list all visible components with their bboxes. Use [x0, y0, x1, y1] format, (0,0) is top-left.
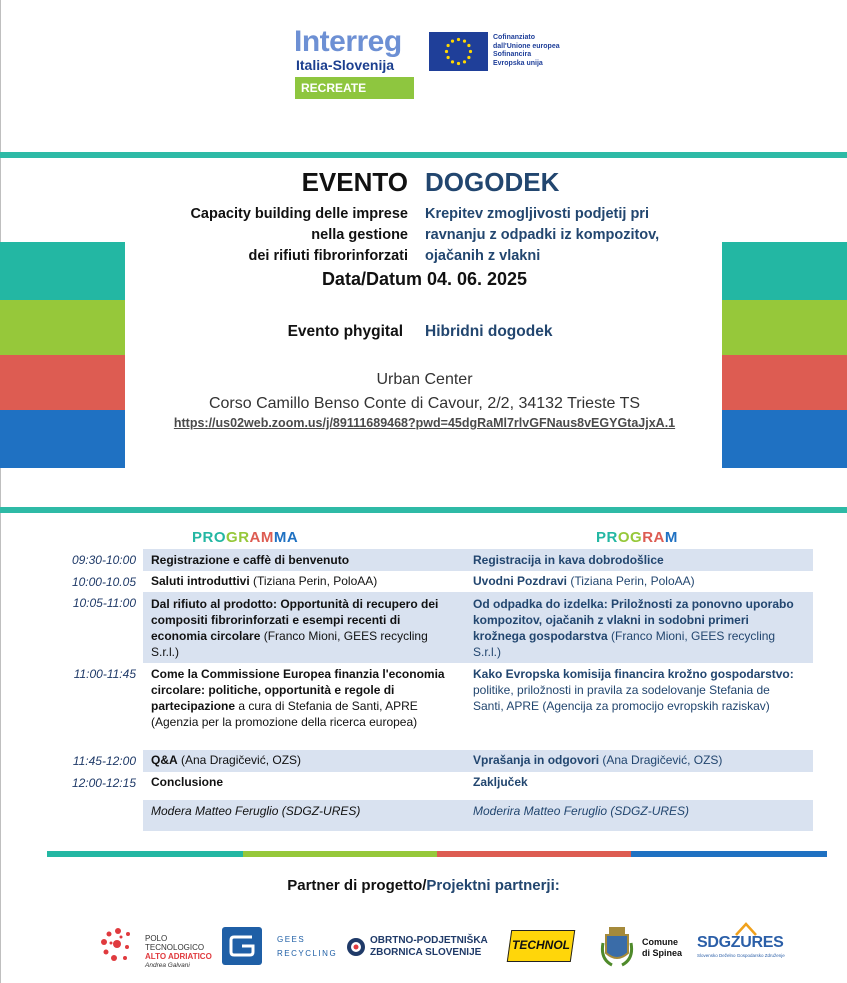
zoom-link[interactable]: https://us02web.zoom.us/j/89111689468?pwd=45dgRaMl7rlvGFNaus8vEGYGtaJjxA.1	[173, 416, 676, 430]
agenda-item-bold-text: Registrazione e caffè di benvenuto	[151, 553, 350, 567]
agenda-item-bold-text: Od odpadka do izdelka: Priložnosti za ponovno uporabo kompozitov, ojačanih z vlakni in sodobni primeri krožnega gospodarstva	[473, 597, 794, 643]
heading-letter: M	[273, 529, 287, 546]
eu-star	[457, 62, 460, 65]
heading-letter: R	[202, 529, 214, 546]
ozs-line: OBRTNO-PODJETNIŠKA	[370, 935, 488, 946]
time-slot: 11:00-11:45	[73, 667, 136, 681]
technol-logo: TECHNOL	[512, 938, 570, 952]
ozs-logo-icon	[345, 937, 367, 957]
agenda-item-text: (Franco Mioni, GEES recycling S.r.l.)	[473, 629, 776, 659]
left-bar-green	[0, 300, 125, 355]
polo-line: TECNOLOGICO	[145, 943, 205, 952]
agenda-item-bold-text: Saluti introduttivi	[151, 574, 250, 588]
spinea-line: Comune	[642, 937, 678, 947]
event-title-it: EVENTO	[301, 167, 408, 197]
agenda-item-bold-text: Uvodni Pozdravi	[473, 574, 568, 588]
footer-line-teal	[47, 851, 243, 857]
gees-recycling-logo	[277, 935, 337, 958]
ozs-logo	[370, 935, 488, 959]
eu-line: Evropska unija	[493, 59, 543, 67]
event-date: Data/Datum 04. 06. 2025	[321, 269, 528, 289]
left-bar-teal	[0, 242, 125, 300]
heading-letter: A	[653, 529, 665, 546]
eu-star	[447, 44, 450, 47]
heading-letter: R	[642, 529, 654, 546]
agenda-item-bold-text: Q&A	[151, 753, 178, 767]
heading-letter: M	[260, 529, 274, 546]
heading-letter: G	[226, 529, 239, 546]
agenda-item-bold-text: Dal rifiuto al prodotto: Opportunità di recupero dei compositi fibrorinforzati e esempi recenti di economia circolare	[151, 597, 439, 643]
agenda-item-bold-text: Kako Evropska komisija financira krožno gospodarstvo:	[473, 667, 794, 681]
footer-line-red	[437, 851, 631, 857]
agenda-item-it	[151, 552, 446, 568]
moderator-sl: Moderira Matteo Feruglio (SDGZ-URES)	[473, 804, 690, 818]
spinea-crest-icon	[600, 925, 634, 969]
description-line: nella gestione	[311, 227, 408, 243]
agenda-item-bold-text: Zaključek	[473, 775, 528, 789]
agenda-item-text: (Tiziana Perin, PoloAA)	[249, 574, 378, 588]
interreg-logo: Interreg	[294, 25, 402, 58]
left-bar-blue	[0, 410, 125, 468]
heading-letter: R	[606, 529, 618, 546]
eu-line: Sofinancira	[493, 51, 532, 58]
agenda-item-text: a cura di Stefania de Santi, APRE (Agenzia per la promozione della ricerca europea)	[151, 699, 418, 729]
spinea-logo	[642, 937, 682, 959]
agenda-item-it	[151, 573, 446, 589]
event-title-sl: DOGODEK	[425, 167, 560, 197]
spinea-line: di Spinea	[642, 948, 683, 958]
footer-line-blue	[631, 851, 827, 857]
eu-star	[451, 40, 454, 43]
description-line: Krepitev zmogljivosti podjetij pri	[425, 206, 649, 222]
heading-letter: R	[238, 529, 250, 546]
sdgz-subtitle: Slovensko Deželno Gospodarsko Združenje	[697, 953, 785, 958]
eu-star	[457, 38, 460, 41]
agenda-item-it	[151, 596, 446, 660]
project-label: RECREATE	[295, 77, 414, 99]
eu-star	[445, 50, 448, 53]
eu-star	[463, 40, 466, 43]
agenda-item-bold-text: Registracija in kava dobrodošlice	[473, 553, 664, 567]
eu-flag-icon	[429, 32, 488, 71]
page-border	[0, 0, 1, 983]
heading-letter: P	[596, 529, 607, 546]
heading-letter: A	[249, 529, 261, 546]
event-description-it	[140, 204, 408, 267]
partners-title	[0, 877, 847, 894]
right-bar-teal	[722, 242, 847, 300]
event-type-it: Evento phygital	[287, 323, 403, 340]
footer-line-green	[243, 851, 437, 857]
partners-title-it: Partner di progetto/	[287, 877, 427, 894]
agenda-item-bold-text: Come la Commissione Europea finanzia l'economia circolare: politiche, opportunità e regole di partecipazione	[151, 667, 445, 713]
eu-cofinancing-text	[493, 34, 560, 68]
interreg-subtitle: Italia-Slovenija	[296, 57, 395, 73]
polo-line: Andrea Galvani	[145, 962, 190, 969]
eu-star	[463, 60, 466, 63]
gees-line: RECYCLING	[277, 949, 338, 958]
heading-letter: O	[213, 529, 227, 546]
partners-title-sl: Projektni partnerji:	[426, 877, 560, 894]
eu-star	[469, 50, 472, 53]
eu-star	[447, 56, 450, 59]
polo-line: ALTO ADRIATICO	[145, 952, 212, 961]
ozs-line: ZBORNICA SLOVENIJE	[370, 947, 482, 958]
program-heading-it	[192, 529, 298, 546]
right-bar-blue	[722, 410, 847, 468]
agenda-item-text: politike, priložnosti in pravila za sodelovanje Stefania de Santi, APRE (Agencija za promocijo evropskih raziskav)	[473, 683, 770, 713]
agenda-item-it	[151, 666, 446, 730]
right-bar-red	[722, 355, 847, 410]
right-bar-green	[722, 300, 847, 355]
agenda-item-it	[151, 774, 446, 790]
description-line: dei rifiuti fibrorinforzati	[248, 248, 408, 264]
heading-letter: G	[630, 529, 643, 546]
description-line: ojačanih z vlakni	[425, 248, 541, 264]
event-description-sl	[425, 204, 725, 267]
venue-name: Urban Center	[376, 371, 473, 388]
heading-letter: P	[192, 529, 203, 546]
eu-line: dall'Unione europea	[493, 42, 560, 50]
agenda-item-sl	[473, 552, 803, 568]
program-heading-sl	[596, 529, 678, 546]
top-divider	[0, 152, 847, 158]
sdgz-logo: SDGZURES	[697, 934, 784, 951]
agenda-item-text: (Ana Dragičević, OZS)	[177, 753, 302, 767]
venue-address: Corso Camillo Benso Conte di Cavour, 2/2, 34132 Trieste TS	[208, 395, 641, 412]
heading-letter: A	[286, 529, 299, 546]
agenda-item-sl	[473, 573, 803, 589]
agenda-item-sl	[473, 596, 803, 660]
agenda-item-text: (Franco Mioni, GEES recycling S.r.l.)	[151, 629, 428, 659]
eu-line: Cofinanziato	[493, 34, 535, 41]
polo-tecnologico-logo	[145, 934, 212, 970]
agenda-item-bold-text: Conclusione	[151, 775, 224, 789]
agenda-item-bold-text: Vprašanja in odgovori	[473, 753, 600, 767]
agenda-item-text: (Ana Dragičević, OZS)	[599, 753, 723, 767]
agenda-item-sl	[473, 666, 803, 714]
eu-star	[467, 56, 470, 59]
heading-letter: O	[617, 529, 631, 546]
agenda-item-text: (Tiziana Perin, PoloAA)	[567, 574, 695, 588]
left-bar-red	[0, 355, 125, 410]
description-line: ravnanju z odpadki iz kompozitov,	[425, 227, 660, 243]
time-slot: 09:30-10:00	[71, 553, 136, 567]
heading-letter: M	[664, 529, 678, 546]
eu-star	[467, 44, 470, 47]
gees-line: GEES	[277, 935, 306, 944]
eu-star	[451, 60, 454, 63]
polo-tecnologico-logo-icon	[98, 925, 144, 963]
time-slot: 10:00-10.05	[71, 575, 136, 589]
event-type-sl: Hibridni dogodek	[425, 323, 553, 340]
agenda-item-sl	[473, 774, 803, 790]
time-slot: 12:00-12:15	[71, 776, 136, 790]
agenda-item-it	[151, 752, 446, 768]
moderator-it: Modera Matteo Feruglio (SDGZ-URES)	[151, 804, 361, 818]
time-slot: 10:05-11:00	[72, 596, 136, 610]
time-slot: 11:45-12:00	[72, 754, 136, 768]
agenda-item-sl	[473, 752, 803, 768]
description-line: Capacity building delle imprese	[190, 206, 408, 222]
program-divider	[0, 507, 847, 513]
gees-recycling-logo-icon	[222, 927, 262, 965]
polo-line: POLO	[145, 934, 168, 943]
